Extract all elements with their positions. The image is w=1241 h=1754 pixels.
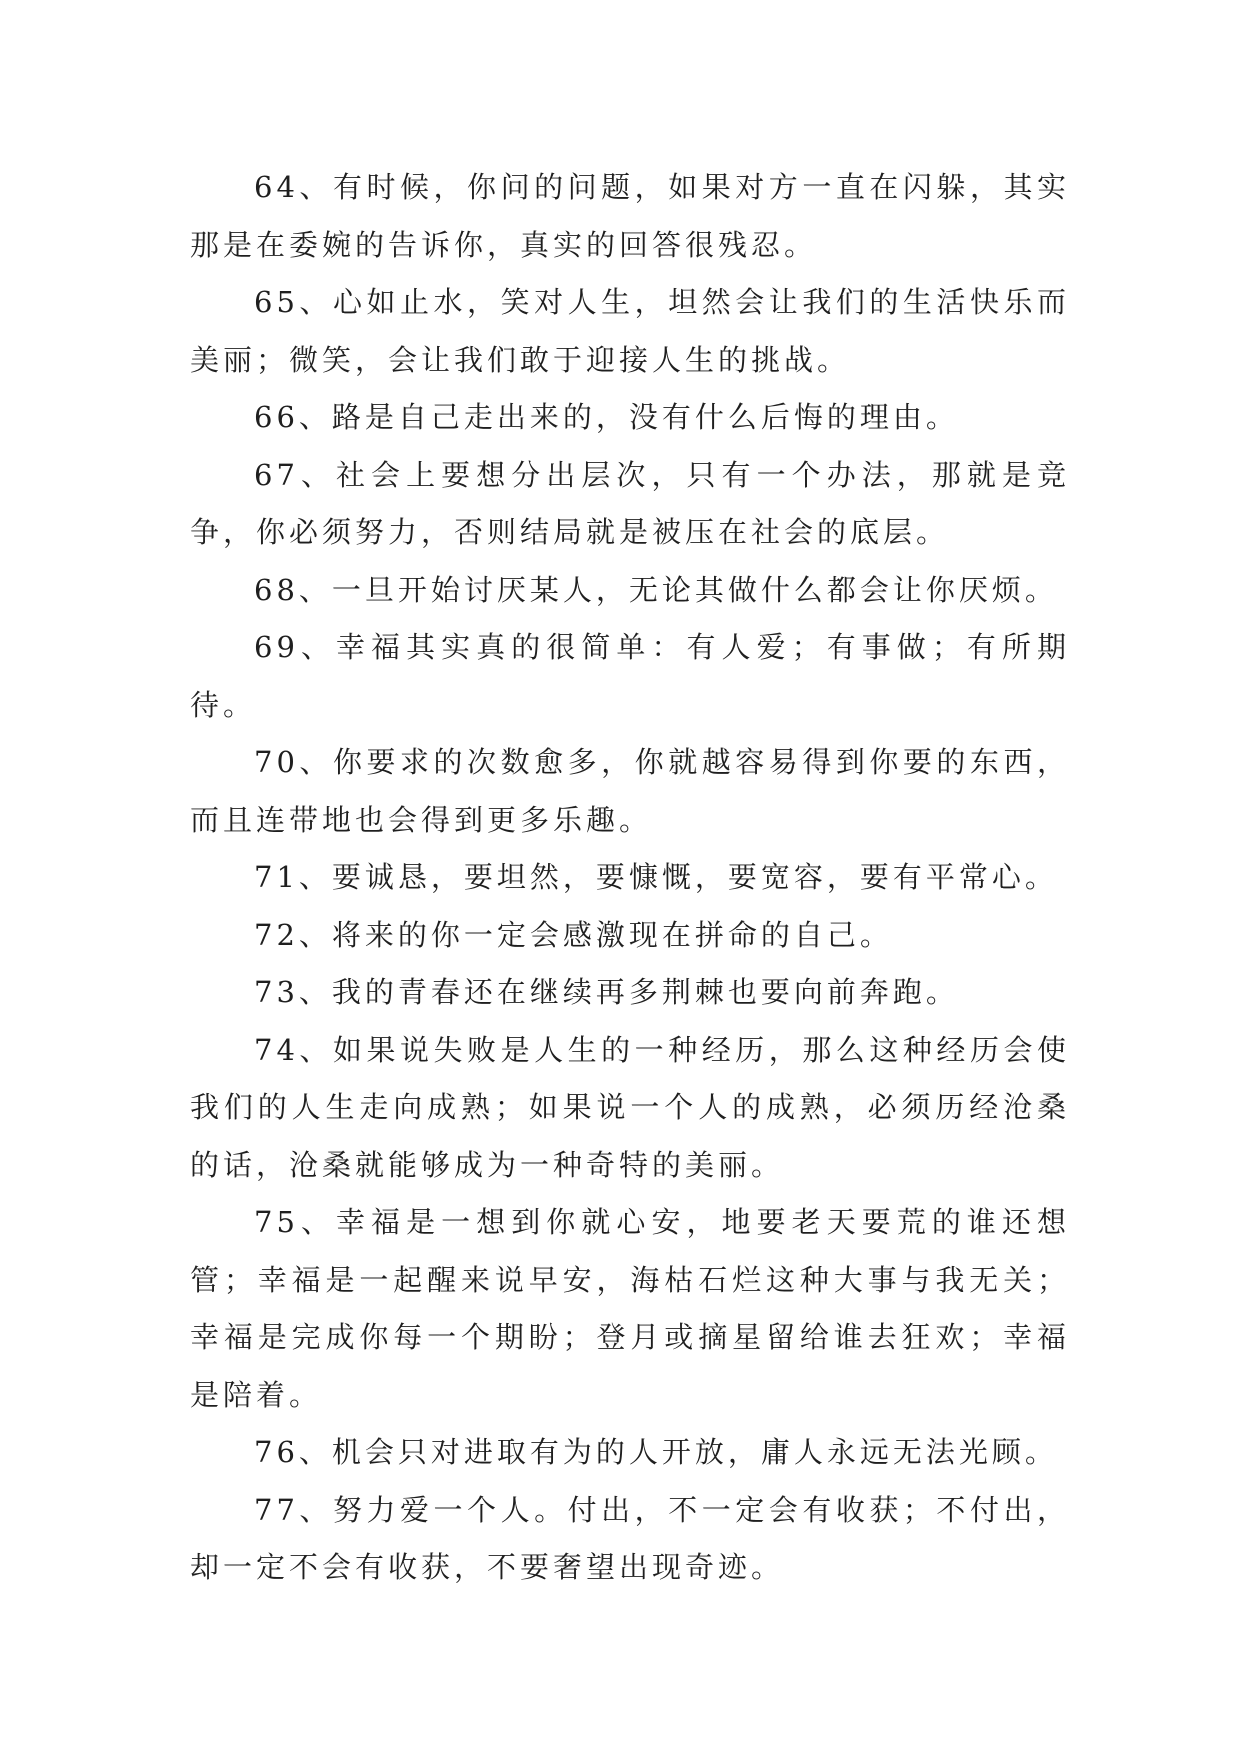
paragraph-67: 67、社会上要想分出层次，只有一个办法，那就是竞争，你必须努力，否则结局就是被压在社会的底层。 — [190, 457, 1070, 549]
paragraph-77: 77、努力爱一个人。付出，不一定会有收获；不付出，却一定不会有收获，不要奢望出现奇迹。 — [190, 1492, 1070, 1584]
text-body — [190, 159, 1070, 1597]
paragraph-66: 66、路是自己走出来的，没有什么后悔的理由。 — [254, 400, 959, 434]
paragraph-75: 75、幸福是一想到你就心安，地要老天要荒的谁还想管；幸福是一起醒来说早安，海枯石烂这种大事与我无关；幸福是完成你每一个期盼；登月或摘星留给谁去狂欢；幸福是陪着。 — [190, 1205, 1070, 1412]
paragraph-70: 70、你要求的次数愈多，你就越容易得到你要的东西，而且连带地也会得到更多乐趣。 — [190, 745, 1070, 837]
paragraph-68: 68、一旦开始讨厌某人，无论其做什么都会让你厌烦。 — [254, 572, 1058, 607]
paragraph-65: 65、心如止水，笑对人生，坦然会让我们的生活快乐而美丽；微笑，会让我们敢于迎接人生的挑战。 — [190, 285, 1070, 377]
paragraph-74: 74、如果说失败是人生的一种经历，那么这种经历会使我们的人生走向成熟；如果说一个人的成熟，必须历经沧桑的话，沧桑就能够成为一种奇特的美丽。 — [190, 1032, 1070, 1182]
paragraph-76: 76、机会只对进取有为的人开放，庸人永远无法光顾。 — [254, 1435, 1058, 1469]
paragraph-71: 71、要诚恳，要坦然，要慷慨，要宽容，要有平常心。 — [254, 860, 1058, 894]
paragraph-72: 72、将来的你一定会感激现在拼命的自己。 — [254, 917, 893, 952]
paragraph-69: 69、幸福其实真的很简单：有人爱；有事做；有所期待。 — [190, 630, 1070, 722]
paragraph-64: 64、有时候，你问的问题，如果对方一直在闪躲，其实那是在委婉的告诉你，真实的回答很残忍。 — [190, 170, 1070, 262]
paragraph-73: 73、我的青春还在继续再多荆棘也要向前奔跑。 — [254, 975, 959, 1009]
